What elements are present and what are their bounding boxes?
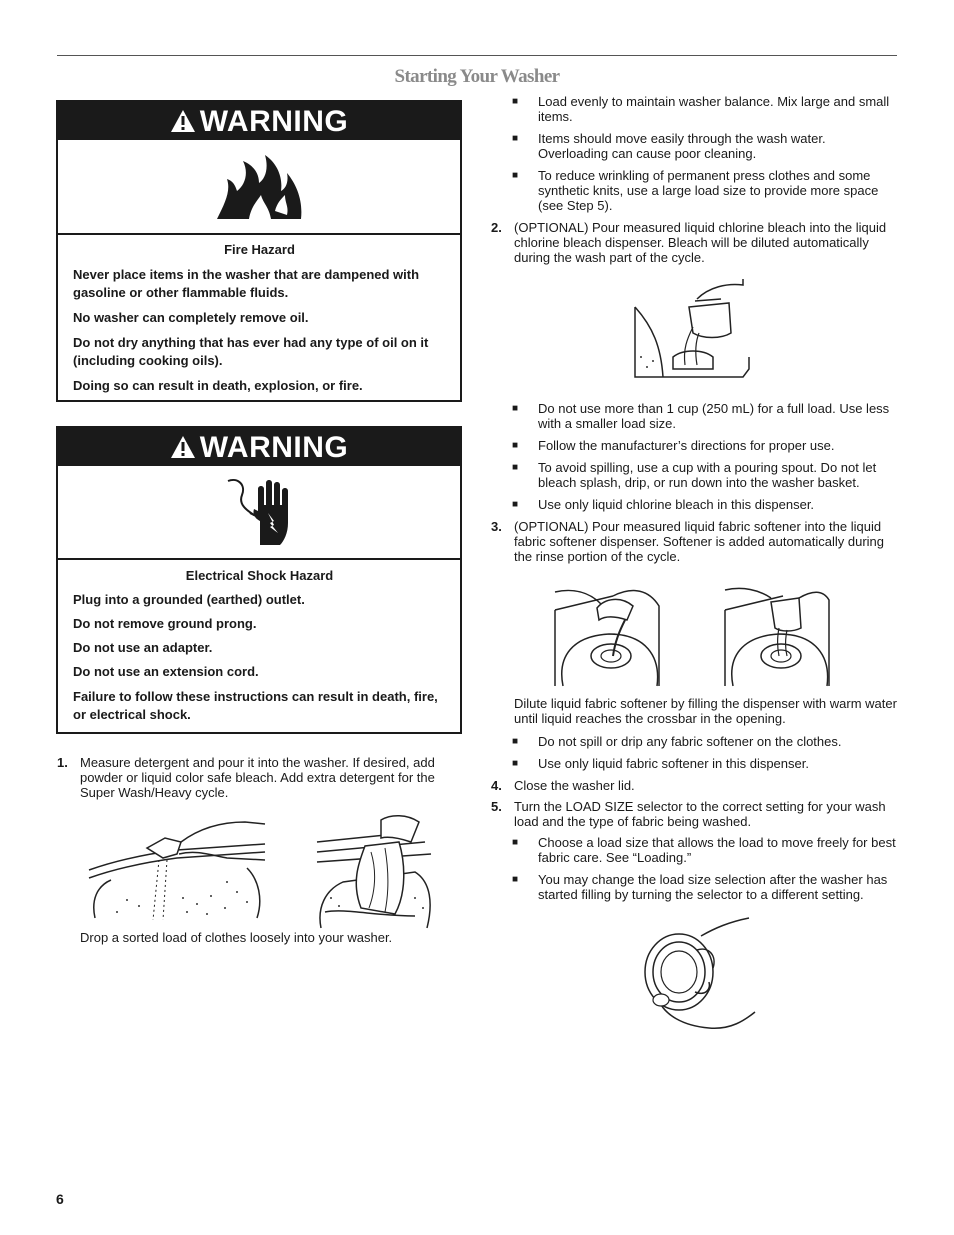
hazard-title: Fire Hazard bbox=[224, 242, 295, 257]
list-item: ■ Use only liquid chlorine bleach in this dispenser. bbox=[491, 497, 897, 512]
load-clothes-illustration bbox=[315, 812, 435, 930]
shock-icon-area bbox=[58, 466, 460, 560]
step-1 bbox=[57, 755, 462, 953]
list-item: ■ Do not use more than 1 cup (250 mL) for a full load. Use less with a smaller load size. bbox=[491, 401, 897, 431]
page-number: 6 bbox=[56, 1191, 64, 1207]
warning-line: Do not dry anything that has ever had any type of oil on it (including cooking oils). bbox=[73, 335, 429, 368]
pour-softener-cup-illustration bbox=[723, 576, 835, 688]
pour-detergent-illustration bbox=[87, 820, 267, 920]
step-text: (OPTIONAL) Pour measured liquid chlorine bleach into the liquid chlorine bleach dispenser. Bleach will be diluted automatically during the wash part of the cycle. bbox=[514, 220, 887, 265]
warning-triangle-icon bbox=[170, 109, 196, 133]
step-text: (OPTIONAL) Pour measured liquid fabric softener into the liquid fabric softener dispenser. Softener is added automatically during the rinse portion of the cycle. bbox=[514, 519, 884, 564]
list-item: ■ To avoid spilling, use a cup with a pouring spout. Do not let bleach splash, drip, or run down into the washer basket. bbox=[491, 460, 897, 490]
warning-line: Do not use an adapter. bbox=[73, 640, 213, 655]
shock-warning-text bbox=[58, 560, 460, 741]
load-size-knob-illustration bbox=[639, 916, 759, 1032]
warning-header bbox=[58, 428, 460, 466]
step-4 bbox=[491, 778, 897, 793]
list-item: ■ Load evenly to maintain washer balance. Mix large and small items. bbox=[491, 94, 897, 124]
list-item: ■ You may change the load size selection after the washer has started filling by turning the selector to a different setting. bbox=[491, 872, 897, 902]
pour-softener-bottle-illustration bbox=[553, 576, 665, 688]
warning-line: Never place items in the washer that are dampened with gasoline or other flammable fluids. bbox=[73, 267, 420, 300]
fire-icon-area bbox=[58, 140, 460, 235]
step-number: 5. bbox=[491, 799, 502, 814]
fire-warning-box bbox=[56, 100, 462, 402]
step-number: 4. bbox=[491, 778, 502, 793]
step-note: Dilute liquid fabric softener by filling the dispenser with warm water until liquid reaches the crossbar in the opening. bbox=[514, 696, 897, 726]
header-rule bbox=[57, 55, 897, 56]
step-text: Measure detergent and pour it into the washer. If desired, add powder or liquid color safe bleach. Add extra detergent for the Super Wash/Heavy cycle. bbox=[80, 755, 435, 800]
step-caption: Drop a sorted load of clothes loosely into your washer. bbox=[80, 930, 393, 945]
warning-label: WARNING bbox=[199, 104, 349, 138]
step-3 bbox=[491, 519, 897, 564]
warning-header bbox=[58, 102, 460, 140]
step-text: Turn the LOAD SIZE selector to the correct setting for your wash load and the type of fabric being washed. bbox=[514, 799, 886, 829]
step-text: Close the washer lid. bbox=[514, 778, 635, 793]
warning-line: Plug into a grounded (earthed) outlet. bbox=[73, 592, 305, 607]
warning-line: Do not remove ground prong. bbox=[73, 616, 257, 631]
list-item: ■ Do not spill or drip any fabric softener on the clothes. bbox=[491, 734, 897, 749]
step-number: 3. bbox=[491, 519, 502, 534]
warning-line: Doing so can result in death, explosion, or fire. bbox=[73, 378, 363, 393]
warning-line: Do not use an extension cord. bbox=[73, 664, 259, 679]
section-title: Starting Your Washer bbox=[394, 66, 560, 87]
fire-warning-text bbox=[58, 235, 460, 412]
step-2 bbox=[491, 220, 897, 265]
step-item bbox=[57, 755, 462, 800]
electric-shock-hand-icon bbox=[224, 475, 294, 549]
step-number: 2. bbox=[491, 220, 502, 235]
flame-icon bbox=[211, 151, 307, 223]
list-item: ■ Choose a load size that allows the load to move freely for best fabric care. See “Loading.” bbox=[491, 835, 897, 865]
warning-line: No washer can completely remove oil. bbox=[73, 310, 309, 325]
softener-illustrations bbox=[491, 576, 897, 688]
hazard-title: Electrical Shock Hazard bbox=[185, 568, 334, 583]
list-item: ■ To reduce wrinkling of permanent press clothes and some synthetic knits, use a large load size to provide more space (see Step 5). bbox=[491, 168, 897, 213]
shock-warning-box bbox=[56, 426, 462, 734]
warning-triangle-icon bbox=[170, 435, 196, 459]
warning-line: Failure to follow these instructions can result in death, fire, or electrical shock. bbox=[73, 689, 438, 722]
list-item: ■ Items should move easily through the wash water. Overloading can cause poor cleaning. bbox=[491, 131, 897, 161]
detergent-illustrations bbox=[57, 812, 462, 930]
right-column bbox=[491, 94, 897, 1032]
list-item: ■ Use only liquid fabric softener in this dispenser. bbox=[491, 756, 897, 771]
step-5 bbox=[491, 799, 897, 829]
step-number: 1. bbox=[57, 755, 68, 770]
warning-label: WARNING bbox=[199, 430, 349, 464]
list-item: ■ Follow the manufacturer’s directions for proper use. bbox=[491, 438, 897, 453]
pour-bleach-illustration bbox=[633, 277, 751, 389]
